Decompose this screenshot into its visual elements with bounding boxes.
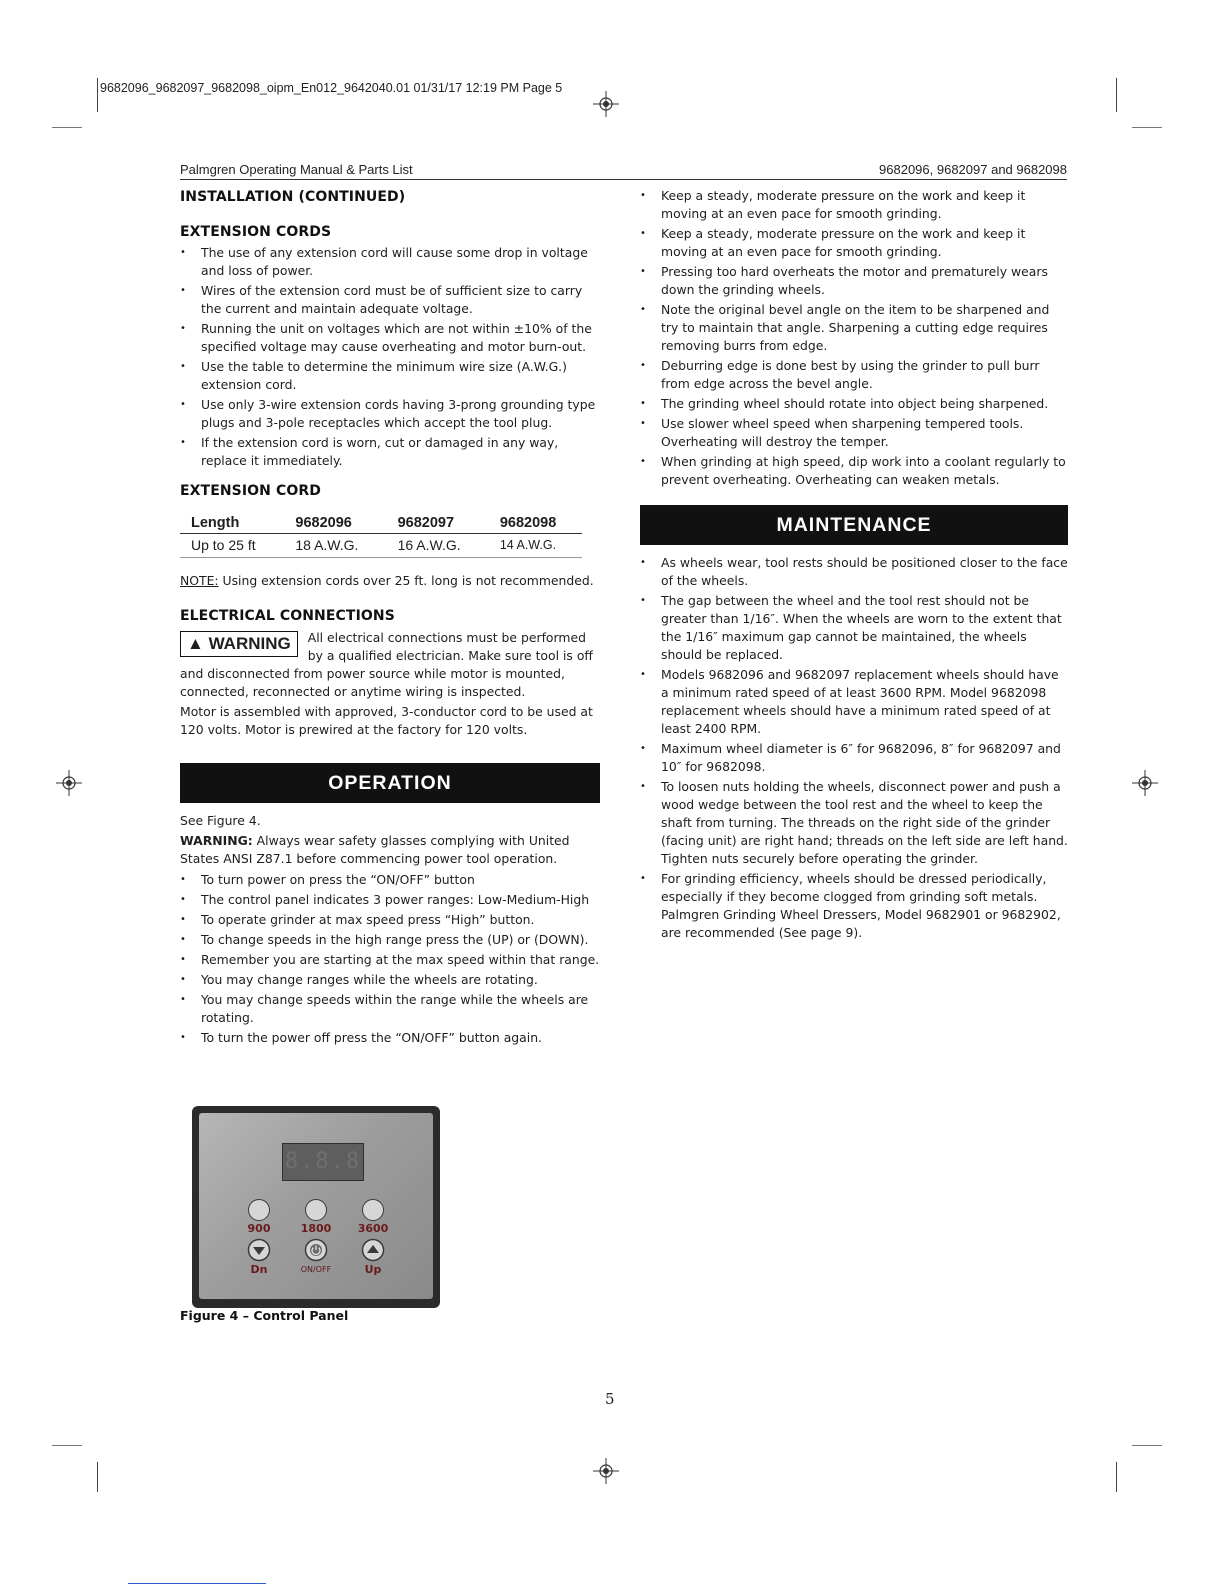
table-row xyxy=(180,534,582,558)
list-item: • To operate grinder at max speed press “High” button. xyxy=(180,911,600,929)
table-cell: 16 A.W.G. xyxy=(387,534,489,558)
list-item: • Keep a steady, moderate pressure on the work and keep it moving at an even pace for smooth grinding. xyxy=(640,187,1068,223)
list-item: • The control panel indicates 3 power ranges: Low-Medium-High xyxy=(180,891,600,909)
crop-mark xyxy=(52,127,82,128)
list-item: • If the extension cord is worn, cut or damaged in any way, replace it immediately. xyxy=(180,434,600,470)
list-item: • You may change speeds within the range while the wheels are rotating. xyxy=(180,991,600,1027)
extension-cords-list xyxy=(180,244,600,470)
list-item: • Keep a steady, moderate pressure on the work and keep it moving at an even pace for smooth grinding. xyxy=(640,225,1068,261)
left-column xyxy=(180,187,600,1049)
down-arrow-icon xyxy=(247,1238,271,1262)
operation-warning-text: Always wear safety glasses complying with United States ANSI Z87.1 before commencing power tool operation. xyxy=(180,833,570,866)
bottom-edge-line xyxy=(128,1583,266,1584)
list-item: • Models 9682096 and 9682097 replacement wheels should have a minimum rated speed of at least 3600 RPM. Model 9682098 replacement wheels should have a minimum rated speed of at least 2400 RPM. xyxy=(640,666,1068,738)
control-label: Up xyxy=(364,1263,382,1276)
list-item: • Deburring edge is done best by using the grinder to pull burr from edge across the bevel angle. xyxy=(640,357,1068,393)
motor-text: Motor is assembled with approved, 3-conductor cord to be used at 120 volts. Motor is prewired at the factory for 120 volts. xyxy=(180,704,593,737)
list-item: • To loosen nuts holding the wheels, disconnect power and push a wood wedge between the tool rest and the wheel to keep the shaft from turning. The threads on the right side of the grinder (facing unit) are right hand; threads on the left side are left hand. Tighten nuts securely before operating the grinder. xyxy=(640,778,1068,868)
list-item: • As wheels wear, tool rests should be positioned closer to the face of the wheels. xyxy=(640,554,1068,590)
operation-list xyxy=(180,871,600,1047)
warning-badge xyxy=(180,631,298,657)
list-item: • The use of any extension cord will cause some drop in voltage and loss of power. xyxy=(180,244,600,280)
see-figure-text: See Figure 4. xyxy=(180,813,261,828)
operation-banner: OPERATION xyxy=(180,763,600,803)
warning-badge-label: WARNING xyxy=(208,634,291,653)
speed-display: 8.8.8 xyxy=(282,1143,364,1181)
note xyxy=(180,572,600,590)
list-item: • Pressing too hard overheats the motor and prematurely wears down the grinding wheels. xyxy=(640,263,1068,299)
list-item: • You may change ranges while the wheels are rotating. xyxy=(180,971,600,989)
power-icon xyxy=(304,1238,328,1262)
operation-warning xyxy=(180,832,600,868)
list-item: • Use only 3-wire extension cords having 3-prong grounding type plugs and 3-pole receptacles which accept the tool plug. xyxy=(180,396,600,432)
crop-mark xyxy=(97,1462,98,1492)
operation-warning-label: WARNING: xyxy=(180,833,253,848)
header-rule xyxy=(180,179,1067,180)
list-item: • Note the original bevel angle on the item to be sharpened and try to maintain that angle. Sharpening a cutting edge requires removing burrs from edge. xyxy=(640,301,1068,355)
speed-900-button xyxy=(248,1199,270,1221)
running-header-left: Palmgren Operating Manual & Parts List xyxy=(180,162,413,177)
control-label: ON/OFF xyxy=(300,1265,332,1274)
extension-cord-table xyxy=(180,512,582,558)
registration-mark-icon xyxy=(56,770,82,796)
maintenance-list xyxy=(640,554,1068,942)
list-item: • Running the unit on voltages which are not within ±10% of the specified voltage may cause overheating and motor burn-out. xyxy=(180,320,600,356)
speed-label: 3600 xyxy=(357,1222,389,1235)
table-header-row xyxy=(180,512,582,534)
list-item: • To change speeds in the high range press the (UP) or (DOWN). xyxy=(180,931,600,949)
list-item: • To turn the power off press the “ON/OFF” button again. xyxy=(180,1029,600,1047)
crop-mark xyxy=(1132,1445,1162,1446)
crop-mark xyxy=(1116,1462,1117,1492)
list-item: • When grinding at high speed, dip work into a coolant regularly to prevent overheating. Overheating can weaken metals. xyxy=(640,453,1068,489)
list-item: • To turn power on press the “ON/OFF” button xyxy=(180,871,600,889)
table-header-cell: 9682097 xyxy=(387,512,489,534)
electrical-warning-paragraph xyxy=(180,629,600,701)
note-text: Using extension cords over 25 ft. long is not recommended. xyxy=(218,573,594,588)
warning-triangle-icon: ▲ xyxy=(187,634,204,653)
list-item: • Maximum wheel diameter is 6″ for 9682096, 8″ for 9682097 and 10″ for 9682098. xyxy=(640,740,1068,776)
table-cell: 18 A.W.G. xyxy=(284,534,386,558)
maintenance-banner: MAINTENANCE xyxy=(640,505,1068,545)
speed-label: 1800 xyxy=(300,1222,332,1235)
running-header-right: 9682096, 9682097 and 9682098 xyxy=(879,162,1067,177)
extension-cords-heading: EXTENSION CORDS xyxy=(180,224,332,240)
list-item: • Wires of the extension cord must be of sufficient size to carry the current and maintain adequate voltage. xyxy=(180,282,600,318)
list-item: • Use the table to determine the minimum wire size (A.W.G.) extension cord. xyxy=(180,358,600,394)
list-item: • Remember you are starting at the max speed within that range. xyxy=(180,951,600,969)
list-item: • For grinding efficiency, wheels should be dressed periodically, especially if they become clogged from grinding soft metals. Palmgren Grinding Wheel Dressers, Model 9682901 or 9682902, are recommended (See page 9). xyxy=(640,870,1068,942)
right-column xyxy=(640,187,1068,944)
up-arrow-icon xyxy=(361,1238,385,1262)
figure-caption: Figure 4 – Control Panel xyxy=(180,1308,349,1323)
list-item: • The grinding wheel should rotate into object being sharpened. xyxy=(640,395,1068,413)
electrical-warning-text: All electrical connections must be performed by a qualified electrician. Make sure tool is off and disconnected from power source while motor is mounted, connected, reconnected or anytime wiring is inspected. xyxy=(180,630,593,699)
table-cell: Up to 25 ft xyxy=(180,534,284,558)
operation-list-continued xyxy=(640,187,1068,489)
control-label: Dn xyxy=(250,1263,268,1276)
speed-3600-button xyxy=(362,1199,384,1221)
note-label: NOTE: xyxy=(180,573,219,588)
extension-cord-table-heading: EXTENSION CORD xyxy=(180,483,321,499)
list-item: • Use slower wheel speed when sharpening tempered tools. Overheating will destroy the temper. xyxy=(640,415,1068,451)
electrical-connections-heading: ELECTRICAL CONNECTIONS xyxy=(180,608,395,624)
registration-mark-icon xyxy=(1132,770,1158,796)
registration-mark-icon xyxy=(593,91,619,117)
table-header-cell: 9682096 xyxy=(284,512,386,534)
control-panel-figure xyxy=(192,1106,440,1308)
control-panel-face xyxy=(199,1113,433,1299)
speed-1800-button xyxy=(305,1199,327,1221)
table-cell: 14 A.W.G. xyxy=(489,534,582,558)
speed-label: 900 xyxy=(247,1222,271,1235)
print-slug: 9682096_9682097_9682098_oipm_En012_9642040.01 01/31/17 12:19 PM Page 5 xyxy=(100,81,563,95)
registration-mark-icon xyxy=(593,1458,619,1484)
table-header-cell: 9682098 xyxy=(489,512,582,534)
table-header-cell: Length xyxy=(180,512,284,534)
crop-mark xyxy=(97,78,98,112)
section-title: INSTALLATION (CONTINUED) xyxy=(180,189,406,205)
crop-mark xyxy=(52,1445,82,1446)
page-number: 5 xyxy=(605,1390,615,1408)
crop-mark xyxy=(1132,127,1162,128)
list-item: • The gap between the wheel and the tool rest should not be greater than 1/16″. When the wheels are worn to the extent that the 1/16″ maximum gap cannot be maintained, the wheels should be replaced. xyxy=(640,592,1068,664)
crop-mark xyxy=(1116,78,1117,112)
